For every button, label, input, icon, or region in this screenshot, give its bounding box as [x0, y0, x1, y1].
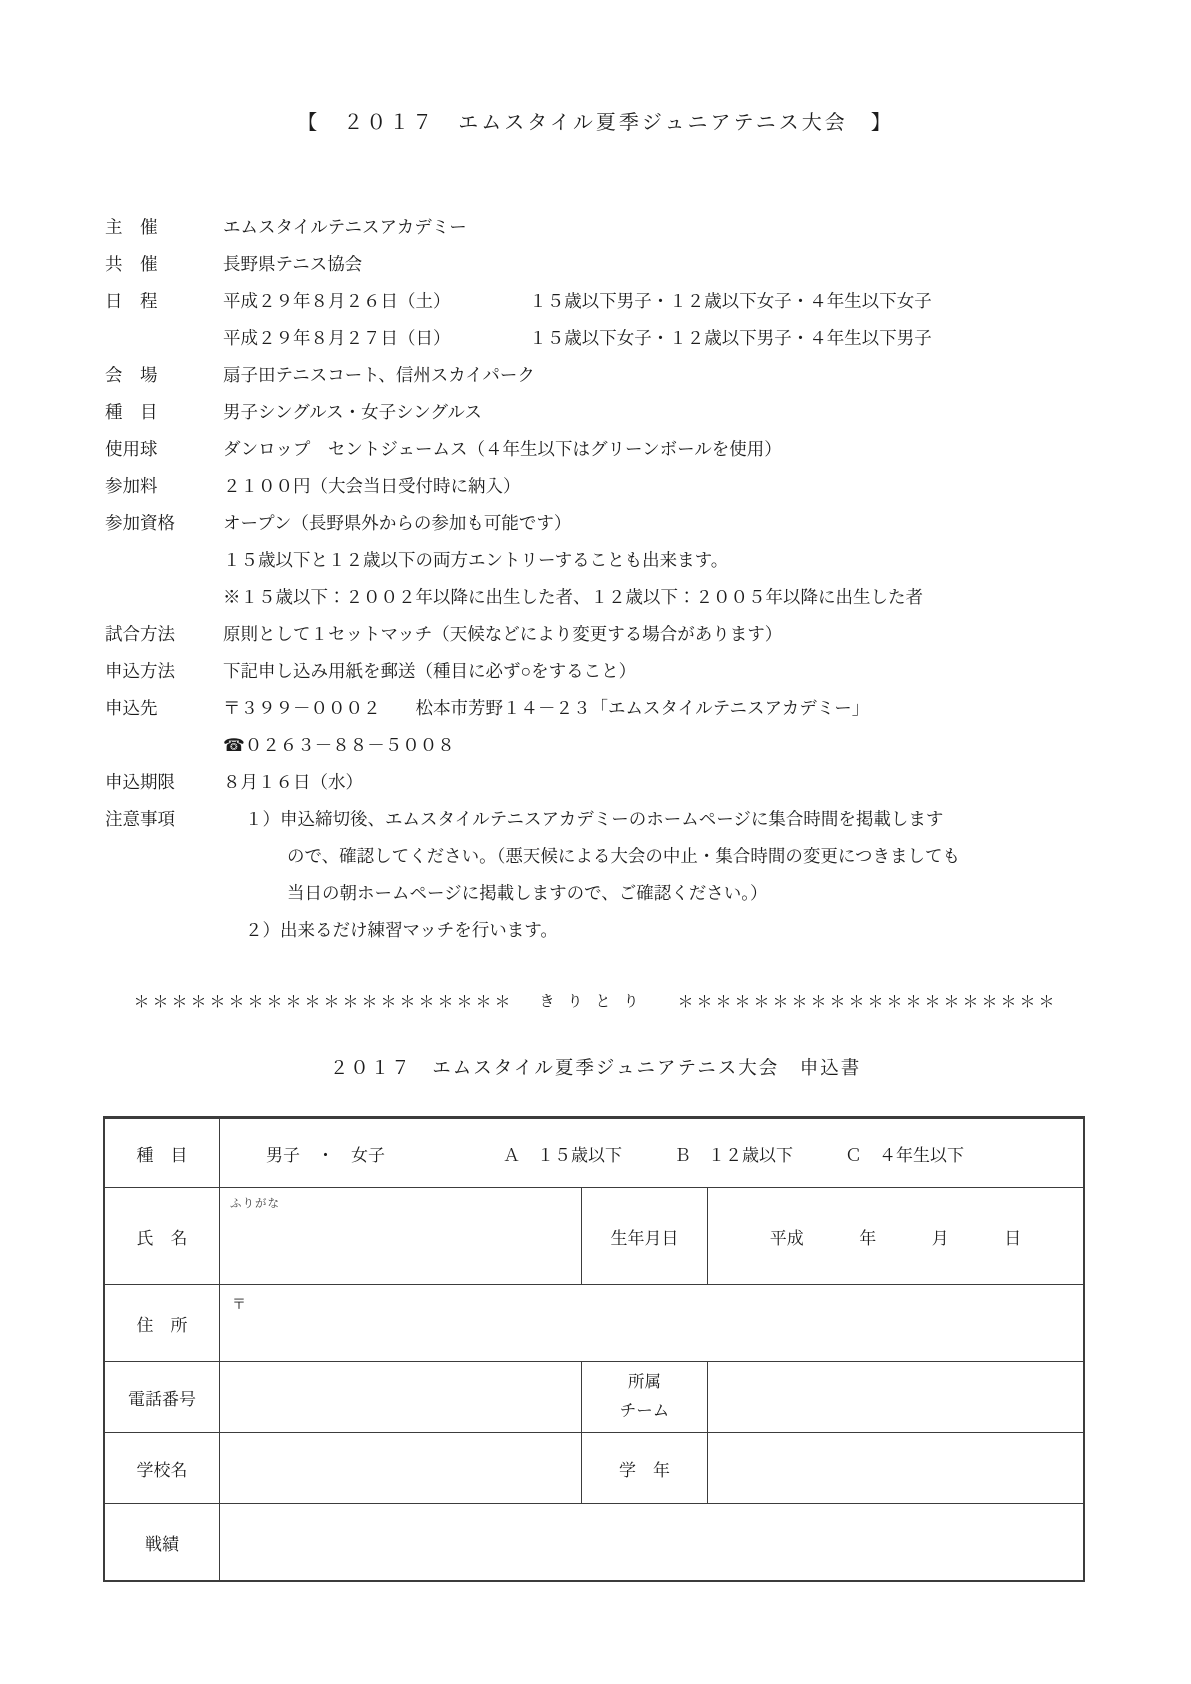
info-row-deadline — [105, 764, 1191, 801]
info-label: 申込先 — [105, 698, 158, 718]
info-value: 平成２９年８月２７日（日） １５歳以下女子・１２歳以下男子・４年生以下男子 — [223, 328, 932, 348]
info-label: 種 目 — [105, 402, 158, 422]
info-row-venue — [105, 357, 1191, 394]
info-value-note-1-cont: 当日の朝ホームページに掲載しますので、ご確認ください。） — [287, 883, 768, 903]
info-value: 平成２９年８月２６日（土） １５歳以下男子・１２歳以下女子・４年生以下女子 — [223, 291, 932, 311]
info-label: 参加資格 — [105, 513, 175, 533]
info-value: ダンロップ セントジェームス（４年生以下はグリーンボールを使用） — [223, 439, 782, 459]
team-label-line2: チーム — [619, 1401, 670, 1420]
info-label: 申込期限 — [105, 772, 175, 792]
dob-input-cell — [707, 1187, 1083, 1284]
cut-line-stars-left: ＊＊＊＊＊＊＊＊＊＊＊＊＊＊＊＊＊＊＊＊ — [133, 994, 514, 1011]
info-value: １５歳以下と１２歳以下の両方エントリーすることも出来ます。 — [223, 550, 729, 570]
school-label-cell: 学校名 — [105, 1432, 219, 1503]
address-input-cell — [219, 1284, 1083, 1361]
dob-label-cell: 生年月日 — [581, 1187, 707, 1284]
event-gender-options: 男子 ・ 女子 — [266, 1145, 385, 1165]
dob-day-label: 日 — [1004, 1228, 1022, 1248]
info-row-cosponsor — [105, 246, 1191, 283]
event-label-cell: 種 目 — [105, 1118, 219, 1187]
info-value-note-1: １）申込締切後、エムスタイルテニスアカデミーのホームページに集合時間を掲載します — [245, 809, 944, 829]
info-row-application-method — [105, 653, 1191, 690]
info-value-phone-number: ☎０２６３－８８－５００８ — [223, 735, 455, 755]
postal-mark-icon: 〒 — [232, 1298, 246, 1313]
info-label: 使用球 — [105, 439, 158, 459]
info-label-spacer — [105, 838, 223, 875]
tournament-info-list — [105, 209, 1191, 949]
info-row-eligibility-3 — [105, 579, 1191, 616]
cut-line-label: きりとり — [539, 994, 652, 1010]
info-row-application-phone — [105, 727, 1191, 764]
cut-line-stars-right: ＊＊＊＊＊＊＊＊＊＊＊＊＊＊＊＊＊＊＊＊ — [677, 994, 1058, 1011]
info-label: 日 程 — [105, 291, 158, 311]
application-form-title: ２０１７ エムスタイル夏季ジュニアテニス大会 申込書 — [329, 1059, 862, 1079]
info-label: 共 催 — [105, 254, 158, 274]
info-row-eligibility-2 — [105, 542, 1191, 579]
event-class-c: Ｃ ４年生以下 — [845, 1145, 964, 1165]
info-label: 試合方法 — [105, 624, 175, 644]
info-value: オープン（長野県外からの参加も可能です） — [223, 513, 572, 533]
info-label-spacer — [105, 320, 223, 357]
info-label-spacer — [105, 579, 223, 616]
name-input-cell — [219, 1187, 581, 1284]
info-row-application-address — [105, 690, 1191, 727]
info-label-spacer — [105, 542, 223, 579]
info-label-spacer — [105, 912, 223, 949]
phone-input-cell — [219, 1361, 581, 1432]
address-label-cell: 住 所 — [105, 1284, 219, 1361]
info-value: 原則として１セットマッチ（天候などにより変更する場合があります） — [223, 624, 783, 644]
dob-era-label: 平成 — [769, 1228, 804, 1248]
cut-line — [0, 989, 1191, 1012]
info-row-notes-3 — [105, 875, 1191, 912]
record-label-cell: 戦績 — [105, 1503, 219, 1580]
record-input-cell — [219, 1503, 1083, 1580]
info-row-balls — [105, 431, 1191, 468]
info-row-organizer — [105, 209, 1191, 246]
info-row-eligibility — [105, 505, 1191, 542]
event-options-cell — [219, 1118, 1083, 1187]
info-value: 扇子田テニスコート、信州スカイパーク — [223, 365, 535, 385]
info-row-notes-2 — [105, 838, 1191, 875]
info-row-match-format — [105, 616, 1191, 653]
info-label: 注意事項 — [105, 809, 175, 829]
info-label-spacer — [105, 875, 223, 912]
info-row-events — [105, 394, 1191, 431]
info-row-notes-4 — [105, 912, 1191, 949]
info-row-schedule-2 — [105, 320, 1191, 357]
document-title: 【 ２０１７ エムスタイル夏季ジュニアテニス大会 】 — [297, 112, 894, 134]
info-value: 長野県テニス協会 — [223, 254, 363, 274]
event-class-b: Ｂ １２歳以下 — [674, 1145, 793, 1165]
info-row-notes — [105, 801, 1191, 838]
info-value: エムスタイルテニスアカデミー — [223, 217, 467, 237]
info-value: 下記申し込み用紙を郵送（種目に必ず○をすること） — [223, 661, 637, 681]
info-value: ２１００円（大会当日受付時に納入） — [223, 476, 521, 496]
grade-label-cell: 学 年 — [581, 1432, 707, 1503]
phone-label-cell: 電話番号 — [105, 1361, 219, 1432]
info-label: 会 場 — [105, 365, 158, 385]
info-label: 申込方法 — [105, 661, 175, 681]
info-label: 参加料 — [105, 476, 158, 496]
application-form-table — [103, 1116, 1085, 1582]
info-row-fee — [105, 468, 1191, 505]
dob-year-label: 年 — [859, 1228, 877, 1248]
info-label: 主 催 — [105, 217, 158, 237]
furigana-label: ふりがな — [230, 1198, 280, 1210]
event-class-a: Ａ １５歳以下 — [503, 1145, 622, 1165]
info-label-spacer — [105, 727, 223, 764]
info-value: 男子シングルス・女子シングルス — [223, 402, 482, 422]
info-row-schedule — [105, 283, 1191, 320]
team-label-line1: 所属 — [628, 1372, 661, 1392]
school-input-cell — [219, 1432, 581, 1503]
info-value: ※１５歳以下：２００２年以降に出生した者、１２歳以下：２００５年以降に出生した者 — [223, 587, 923, 607]
dob-month-label: 月 — [931, 1228, 949, 1248]
team-label-cell — [581, 1361, 707, 1432]
name-label-cell: 氏 名 — [105, 1187, 219, 1284]
team-input-cell — [707, 1361, 1083, 1432]
info-value-note-1-cont: ので、確認してください。（悪天候による大会の中止・集合時間の変更につきましても — [287, 846, 961, 866]
info-value-note-2: ２）出来るだけ練習マッチを行います。 — [245, 920, 558, 940]
grade-input-cell — [707, 1432, 1083, 1503]
info-value: ８月１６日（水） — [223, 772, 363, 792]
info-value-postal-address: 〒３９９－０００２ 松本市芳野１４－２３「エムスタイルテニスアカデミー」 — [223, 698, 870, 718]
